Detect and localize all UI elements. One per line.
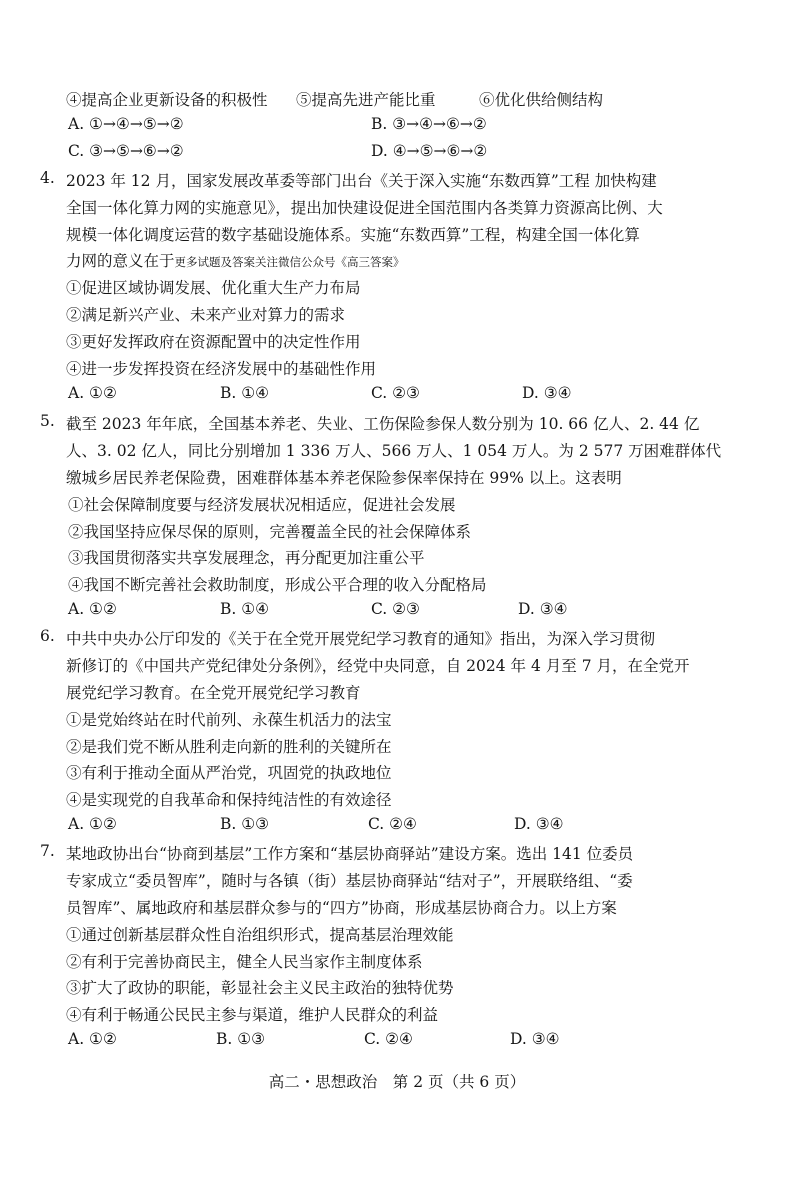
q5-stem-line: 缴城乡居民养老保险费，困难群体基本养老保险参保率保持在 99% 以上。这表明 [66, 469, 622, 487]
q4-option-b: B. ①④ [220, 384, 270, 402]
q5-option-b: B. ①④ [220, 600, 270, 618]
q3-item-4: ④提高企业更新设备的积极性 [66, 91, 268, 109]
q4-item: ④进一步发挥投资在经济发展中的基础性作用 [66, 360, 377, 378]
q4-number: 4. [40, 169, 55, 187]
q3-item-5: ⑤提高先进产能比重 [296, 91, 436, 109]
q3-item-6: ⑥优化供给侧结构 [479, 91, 604, 109]
q3-option-b: B. ③→④→⑥→② [371, 115, 487, 133]
q5-option-d: D. ③④ [518, 600, 568, 618]
q5-item: ③我国贯彻落实共享发展理念，再分配更加注重公平 [68, 549, 425, 567]
q7-stem-line: 某地政协出台“协商到基层”工作方案和“基层协商驿站”建设方案。选出 141 位委员 [66, 845, 634, 863]
q7-item: ④有利于畅通公民民主参与渠道，维护人民群众的利益 [66, 1006, 439, 1024]
q4-stem-text: 力网的意义在于 [66, 252, 175, 270]
q4-stem-line: 全国一体化算力网的实施意见》，提出加快建设促进全国范围内各类算力资源高比例、大 [66, 199, 663, 217]
q7-option-a: A. ①② [68, 1030, 117, 1048]
q4-option-d: D. ③④ [522, 384, 572, 402]
q4-stem-last [66, 249, 405, 271]
q7-item: ③扩大了政协的职能，彰显社会主义民主政治的独特优势 [66, 979, 454, 997]
q4-item: ②满足新兴产业、未来产业对算力的需求 [66, 306, 346, 324]
watermark-text: 更多试题及答案关注微信公众号《高三答案》 [174, 255, 405, 269]
q5-item: ②我国坚持应保尽保的原则，完善覆盖全民的社会保障体系 [68, 523, 472, 541]
q7-option-d: D. ③④ [510, 1030, 560, 1048]
q6-stem-line: 新修订的《中国共产党纪律处分条例》，经党中央同意，自 2024 年 4 月至 7 月，在全党开 [66, 657, 690, 675]
q6-option-c: C. ②④ [368, 815, 417, 833]
q3-option-c: C. ③→⑤→⑥→② [68, 142, 184, 160]
q4-stem-line: 规模一体化调度运营的数字基础设施体系。实施“东数西算”工程，构建全国一体化算 [66, 226, 640, 244]
q4-item: ③更好发挥政府在资源配置中的决定性作用 [66, 333, 361, 351]
q6-option-a: A. ①② [68, 815, 117, 833]
q6-item: ③有利于推动全面从严治党，巩固党的执政地位 [66, 764, 392, 782]
q7-stem-line: 专家成立“委员智库”，随时与各镇（街）基层协商驿站“结对子”，开展联络组、“委 [66, 872, 633, 890]
q6-item: ②是我们党不断从胜利走向新的胜利的关键所在 [66, 738, 392, 756]
q5-item: ④我国不断完善社会救助制度，形成公平合理的收入分配格局 [68, 576, 487, 594]
q4-stem-line: 2023 年 12 月，国家发展改革委等部门出台《关于深入实施“东数西算”工程 加快构建 [66, 172, 657, 190]
q3-option-d: D. ④→⑤→⑥→② [371, 142, 488, 160]
q6-stem-line: 中共中央办公厅印发的《关于在全党开展党纪学习教育的通知》指出，为深入学习贯彻 [66, 630, 656, 648]
q6-option-d: D. ③④ [514, 815, 564, 833]
q7-stem-line: 员智库”、属地政府和基层群众参与的“四方”协商，形成基层协商合力。以上方案 [66, 899, 617, 917]
page-footer: 高二・思想政治 第 2 页（共 6 页） [268, 1073, 526, 1091]
q6-item: ④是实现党的自我革命和保持纯洁性的有效途径 [66, 791, 392, 809]
q5-stem-line: 人、3. 02 亿人，同比分别增加 1 336 万人、566 万人、1 054 万人。为 2 577 万困难群体代 [66, 442, 722, 460]
q6-stem-line: 展党纪学习教育。在全党开展党纪学习教育 [66, 684, 361, 702]
q5-number: 5. [40, 412, 55, 430]
q6-item: ①是党始终站在时代前列、永葆生机活力的法宝 [66, 711, 392, 729]
q6-number: 6. [40, 627, 55, 645]
q6-option-b: B. ①③ [220, 815, 270, 833]
q7-item: ②有利于完善协商民主，健全人民当家作主制度体系 [66, 953, 423, 971]
q7-item: ①通过创新基层群众性自治组织形式，提高基层治理效能 [66, 926, 454, 944]
q5-option-c: C. ②③ [371, 600, 420, 618]
q7-option-c: C. ②④ [364, 1030, 413, 1048]
q3-option-a: A. ①→④→⑤→② [68, 115, 184, 133]
q5-item: ①社会保障制度要与经济发展状况相适应，促进社会发展 [68, 496, 456, 514]
q4-option-c: C. ②③ [371, 384, 420, 402]
q7-option-b: B. ①③ [216, 1030, 266, 1048]
q5-option-a: A. ①② [68, 600, 117, 618]
q5-stem-line: 截至 2023 年年底，全国基本养老、失业、工伤保险参保人数分别为 10. 66 亿人、2. 44 亿 [66, 415, 700, 433]
q4-option-a: A. ①② [68, 384, 117, 402]
q7-number: 7. [40, 842, 55, 860]
q4-item: ①促进区域协调发展、优化重大生产力布局 [66, 279, 361, 297]
